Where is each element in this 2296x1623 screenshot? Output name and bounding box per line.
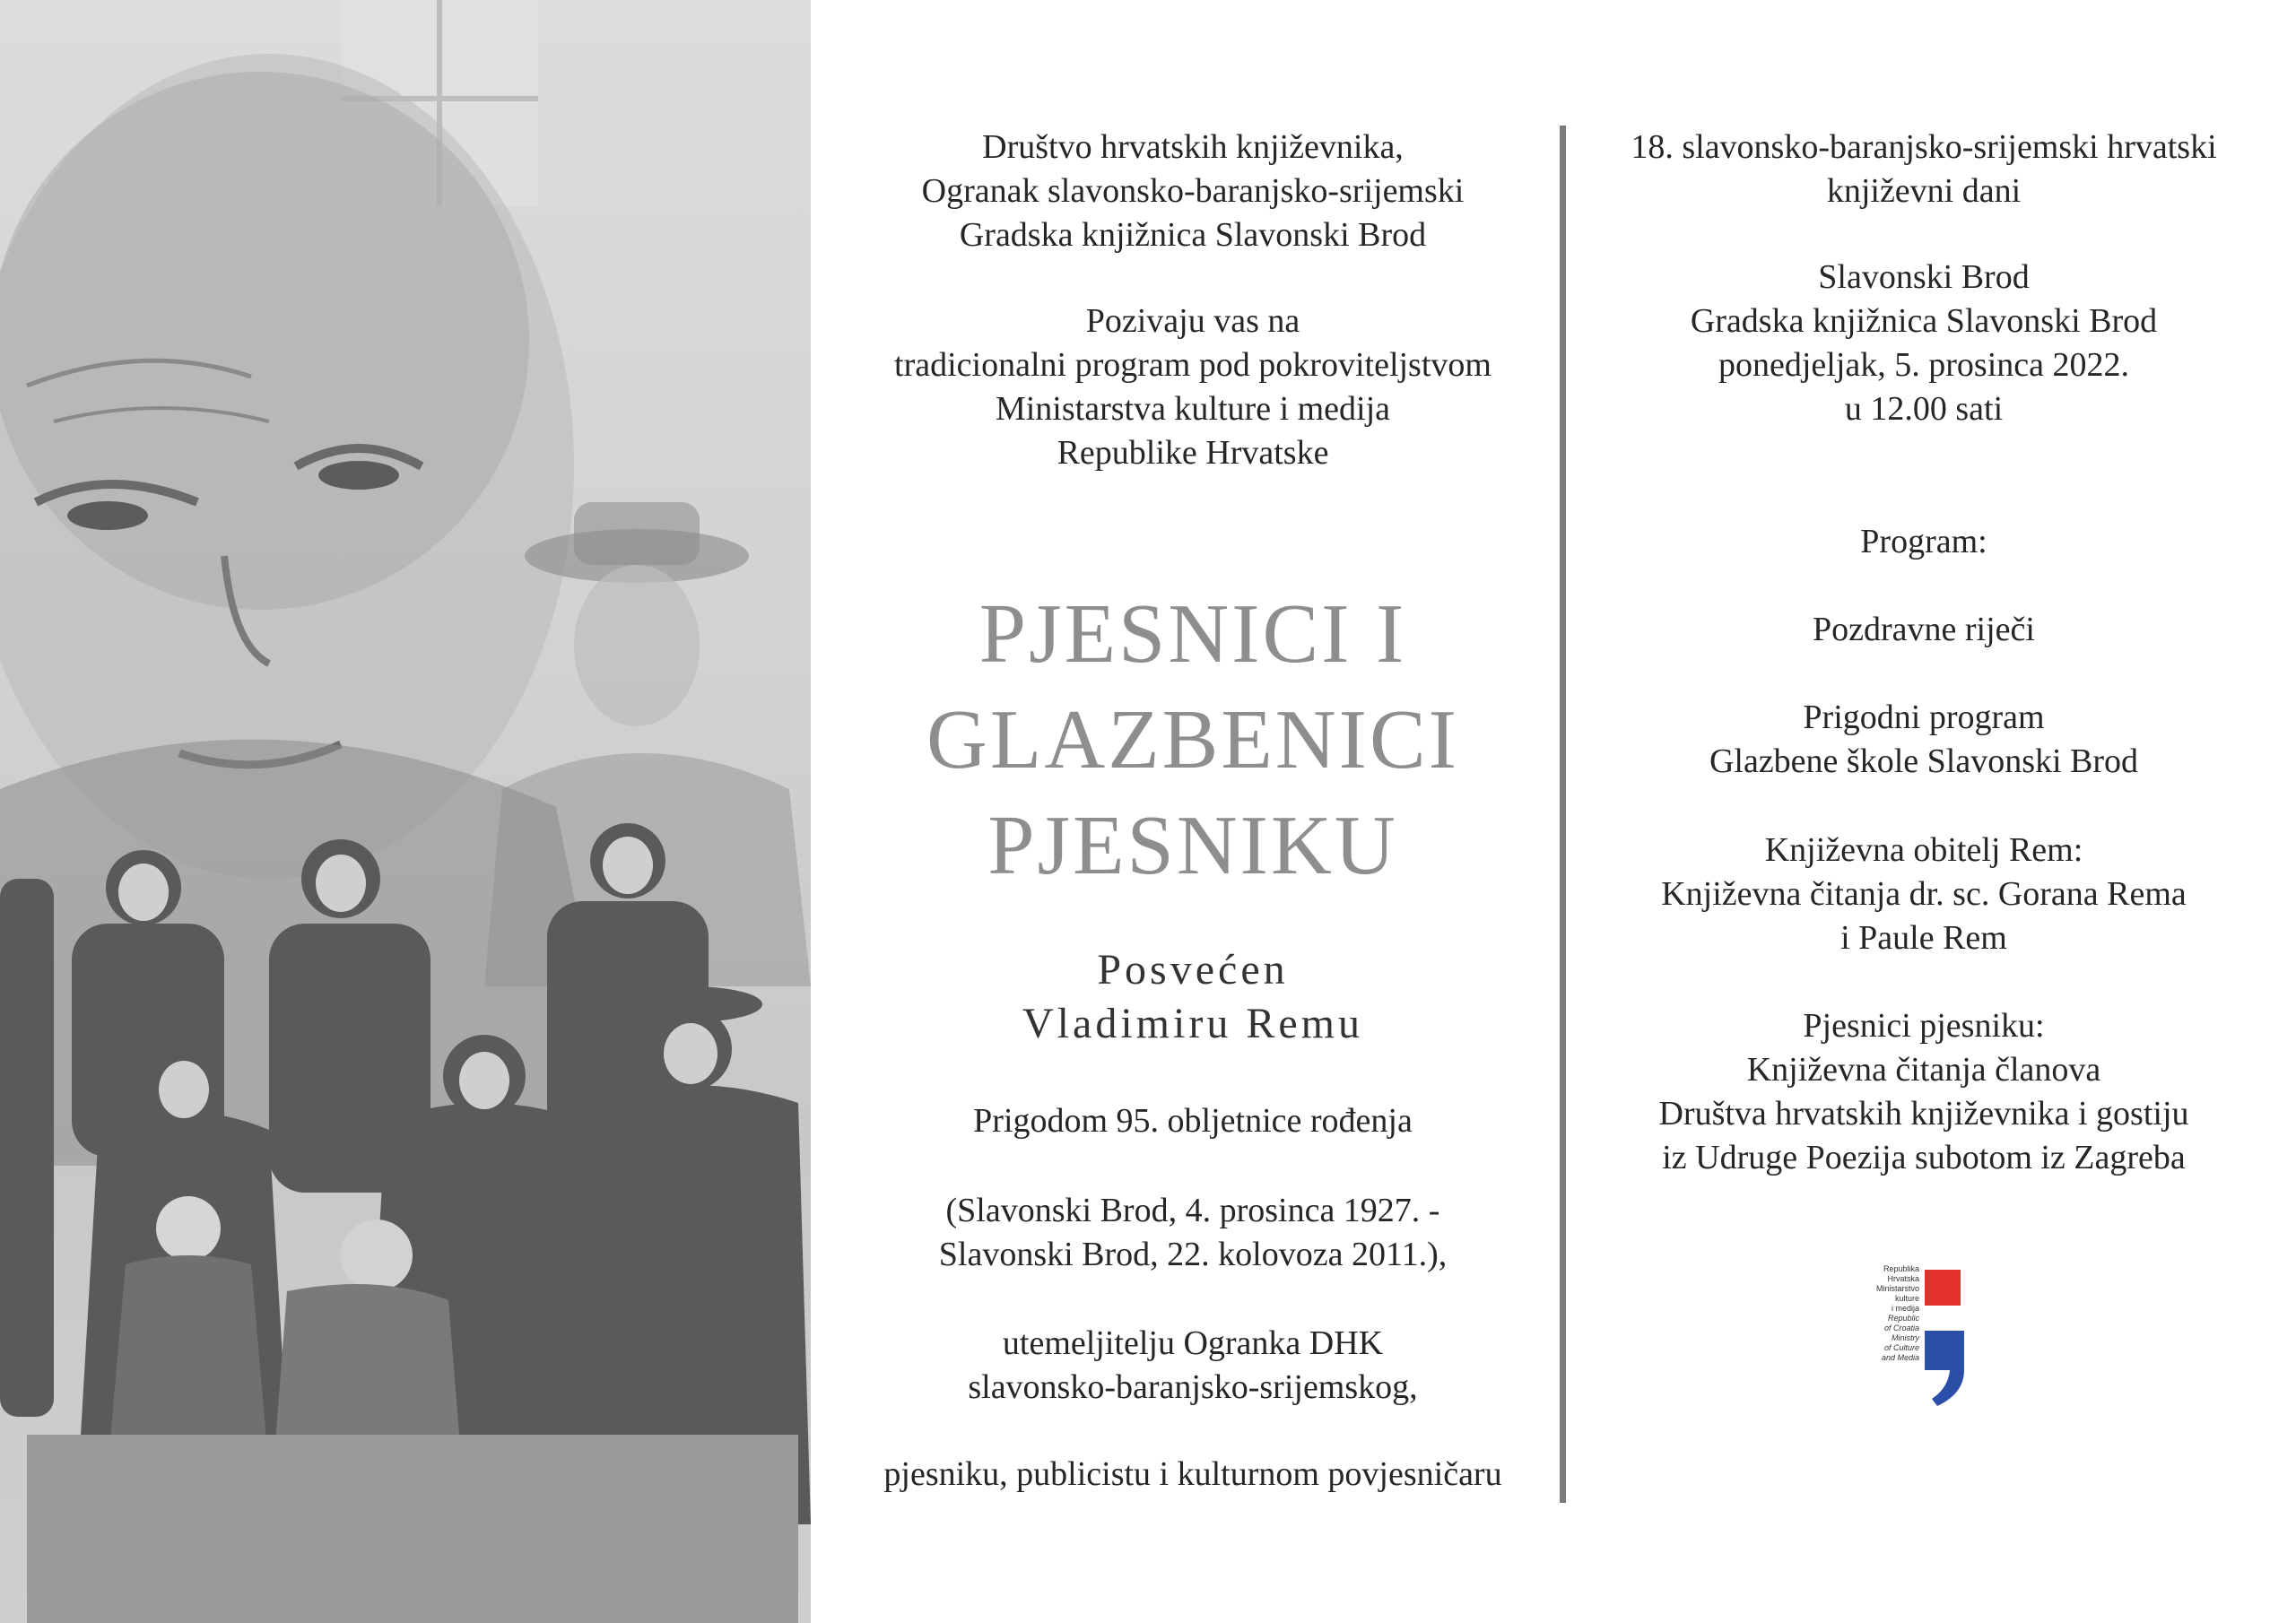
program-item (1596, 608, 2251, 652)
venue-line: u 12.00 sati (1844, 390, 2004, 428)
dedication-line: Posvećen (1097, 946, 1289, 994)
program-heading (1596, 520, 2251, 564)
invitation-line: Republike Hrvatske (1057, 434, 1329, 472)
title-line: PJESNICI I (978, 587, 1407, 681)
logo-line: Ministarstvo (1875, 1284, 1919, 1293)
program-line: iz Udruge Poezija subotom iz Zagreba (1662, 1139, 2186, 1176)
title-line: GLAZBENICI (926, 693, 1459, 786)
dedication-block (839, 943, 1547, 1051)
founder-block (839, 1322, 1547, 1410)
program-item (1596, 696, 2251, 784)
roles-text (839, 1453, 1547, 1497)
family-photo-illustration (0, 0, 811, 1623)
program-line: Pozdravne riječi (1813, 611, 2035, 648)
program-line: i Paule Rem (1840, 919, 2007, 957)
venue-line: Gradska knjižnica Slavonski Brod (1690, 302, 2158, 340)
program-line: Glazbene škole Slavonski Brod (1709, 742, 2139, 780)
venue-line: Slavonski Brod (1818, 258, 2030, 296)
program-item (1596, 829, 2251, 960)
invitation-line: Ministarstva kulture i medija (995, 390, 1391, 428)
program-line: Književna čitanja članova (1746, 1051, 2101, 1089)
program-item (1596, 1004, 2251, 1180)
venue-block (1596, 256, 2251, 431)
organizer-line: Ogranak slavonsko-baranjsko-srijemski (921, 172, 1465, 210)
founder-line: utemeljitelju Ogranka DHK (1002, 1324, 1384, 1362)
venue-line: ponedjeljak, 5. prosinca 2022. (1718, 346, 2129, 384)
event-line: književni dani (1826, 172, 2022, 210)
title-line: PJESNIKU (987, 799, 1398, 892)
logo-line: Republika (1883, 1264, 1919, 1273)
occasion-text (839, 1099, 1547, 1143)
logo-line: and Media (1881, 1353, 1919, 1362)
red-square-icon (1925, 1270, 1961, 1306)
program-heading-text: Program: (1860, 523, 1987, 560)
founder-line: slavonsko-baranjsko-srijemskog, (968, 1368, 1418, 1406)
logo-line: Republic (1887, 1314, 1919, 1323)
program-line: Književna čitanja dr. sc. Gorana Rema (1661, 875, 2187, 913)
program-line: Društva hrvatskih književnika i gostiju (1658, 1095, 2189, 1133)
occasion-line: Prigodom 95. obljetnice rođenja (973, 1102, 1413, 1140)
logo-line: Hrvatska (1887, 1274, 1919, 1283)
dates-line: (Slavonski Brod, 4. prosinca 1927. - (945, 1192, 1440, 1229)
event-title (839, 581, 1547, 898)
event-line: 18. slavonsko-baranjsko-srijemski hrvatski (1631, 128, 2217, 166)
column-divider (1560, 126, 1566, 1503)
program-line: Prigodni program (1803, 699, 2045, 736)
logo-line: kulture (1894, 1294, 1919, 1303)
invitation-block (839, 299, 1547, 475)
organizer-line: Gradska knjižnica Slavonski Brod (959, 216, 1427, 254)
roles-line: pjesniku, publicistu i kulturnom povjesničaru (883, 1455, 1502, 1493)
organizer-line: Društvo hrvatskih književnika, (982, 128, 1404, 166)
invitation-line: tradicionalni program pod pokroviteljstvom (894, 346, 1492, 384)
program-line: Pjesnici pjesniku: (1803, 1007, 2045, 1045)
dedication-line: Vladimiru Remu (1022, 1000, 1363, 1047)
event-name-block (1596, 126, 2251, 213)
blue-comma-icon (1925, 1331, 1964, 1406)
organizers-block (839, 126, 1547, 257)
logo-line: of Croatia (1883, 1324, 1919, 1332)
invitation-line: Pozivaju vas na (1085, 302, 1300, 340)
ministry-logo (1848, 1264, 1964, 1408)
dates-block (839, 1189, 1547, 1277)
dates-line: Slavonski Brod, 22. kolovoza 2011.), (938, 1236, 1448, 1273)
logo-line: i medija (1891, 1304, 1919, 1313)
ministry-logo-text (1848, 1264, 1919, 1363)
program-line: Književna obitelj Rem: (1764, 831, 2083, 869)
logo-line: of Culture (1883, 1343, 1919, 1352)
logo-line: Ministry (1892, 1333, 1919, 1342)
photo-collage (0, 0, 811, 1623)
